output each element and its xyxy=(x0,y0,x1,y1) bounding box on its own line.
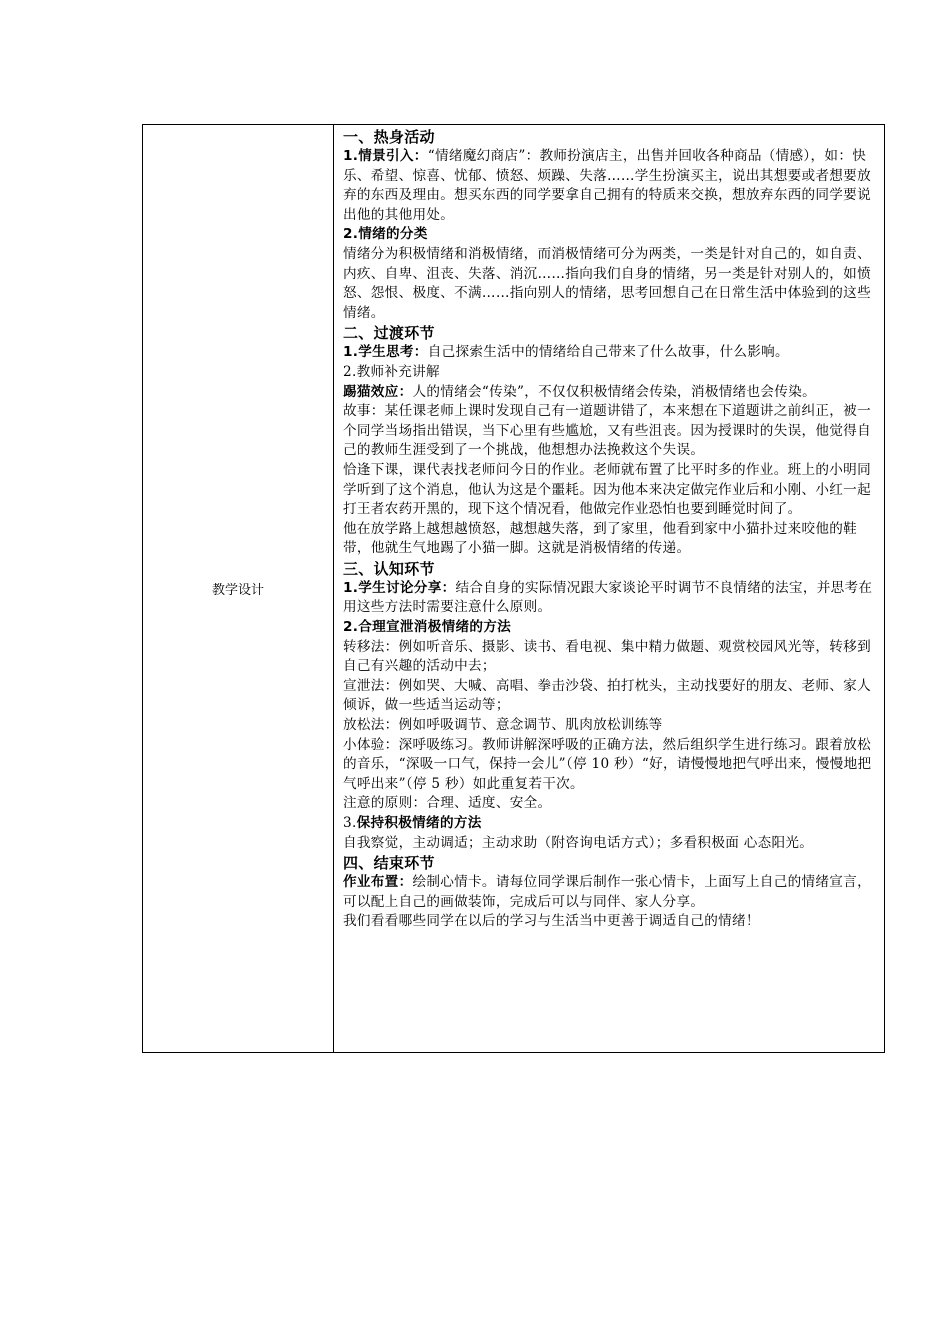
s3-p9: 自我察觉，主动调适；主动求助（附咨询电话方式）；多看积极面 心态阳光。 xyxy=(343,834,814,851)
s2-p2: 2.教师补充讲解 xyxy=(343,363,440,380)
s4-p2: 我们看看哪些同学在以后的学习与生活当中更善于调适自己的情绪！ xyxy=(343,913,760,930)
s1-p1-text: “情绪魔幻商店”：教师扮演店主，出售并回收各种商品（情感），如：快乐、希望、惊喜、忧郁、愤怒、烦躁、失落……学生扮演买主，说出其想要或者想要放弃的东西及理由。想买东西的同学要拿自己拥有的特质来交换，想放弃东西的同学要说出他的其他用处。 xyxy=(343,148,871,223)
s1-p2-label: 2.情绪的分类 xyxy=(343,226,428,243)
s4-p1-text: 绘制心情卡。请每位同学课后制作一张心情卡，上面写上自己的情绪宣言，可以配上自己的画做装饰，完成后可以与同伴、家人分享。 xyxy=(343,874,871,910)
s4-paragraph xyxy=(343,873,878,912)
row-label-cell xyxy=(143,125,334,1052)
s2-paragraph xyxy=(343,383,878,403)
s2-p1-text: 自己探索生活中的情绪给自己带来了什么故事，什么影响。 xyxy=(427,344,789,361)
s2-p5: 恰逢下课，课代表找老师问今日的作业。老师就布置了比平时多的作业。班上的小明同学听到了这个消息，他认为这是个噩耗。因为他本来决定做完作业后和小刚、小红一起打王者农药开黑的，现下这个情况看，他做完作业恐怕也要到睡觉时间了。 xyxy=(343,461,871,518)
s2-p1-label: 1.学生思考： xyxy=(343,344,428,361)
section-2-title: 二、过渡环节 xyxy=(343,324,435,343)
s3-p4: 宣泄法：例如哭、大喊、高唱、拳击沙袋、拍打枕头，主动找要好的朋友、老师、家人倾诉，做一些适当运动等； xyxy=(343,677,871,714)
section-1-title: 一、热身活动 xyxy=(343,128,435,146)
s3-paragraph xyxy=(343,579,878,618)
s3-p2-label: 2.合理宣泄消极情绪的方法 xyxy=(343,619,512,636)
s3-p8-num: 3. xyxy=(343,815,357,831)
s3-p8-label: 保持积极情绪的方法 xyxy=(356,815,482,831)
s2-paragraph xyxy=(343,343,878,363)
s3-p5: 放松法：例如呼吸调节、意念调节、肌肉放松训练等 xyxy=(343,717,663,734)
s3-p1-text: 结合自身的实际情况跟大家谈论平时调节不良情绪的法宝，并思考在用这些方法时需要注意什么原则。 xyxy=(343,579,873,616)
content-cell xyxy=(334,125,884,1052)
s4-p1-label: 作业布置： xyxy=(343,874,413,891)
s2-p6: 他在放学路上越想越愤怒，越想越失落，到了家里，他看到家中小猫扑过来咬他的鞋带，他就生气地踢了小猫一脚。这就是消极情绪的传递。 xyxy=(343,520,858,557)
s2-p3-label: 踢猫效应： xyxy=(343,383,413,400)
s1-paragraph xyxy=(343,147,878,225)
s3-p3: 转移法：例如听音乐、摄影、读书、看电视、集中精力做题、观赏校园风光等，转移到自己有兴趣的活动中去； xyxy=(343,638,871,675)
s3-p1-label: 1.学生讨论分享： xyxy=(343,579,456,596)
s3-p7: 注意的原则：合理、适度、安全。 xyxy=(343,795,552,812)
section-4-title: 四、结束环节 xyxy=(343,854,435,873)
row-label: 教学设计 xyxy=(211,583,264,598)
section-3-title: 三、认知环节 xyxy=(343,559,435,578)
s3-p6: 小体验：深呼吸练习。教师讲解深呼吸的正确方法，然后组织学生进行练习。跟着放松的音乐，“深吸一口气，保持一会儿”（停 10 秒）“好，请慢慢地把气呼出来，慢慢地把气呼出来”（停 5 秒）如此重复若干次。 xyxy=(343,736,872,792)
s1-p2-text: 情绪分为积极情绪和消极情绪，而消极情绪可分为两类，一类是针对自己的，如自责、内疚、自卑、沮丧、失落、消沉……指向我们自身的情绪，另一类是针对别人的，如愤怒、怨恨、极度、不满……指向别人的情绪，思考回想自己在日常生活中体验到的这些情绪。 xyxy=(343,245,871,321)
lesson-table xyxy=(142,124,885,1053)
s3-paragraph xyxy=(343,814,878,834)
s2-p4: 故事：某任课老师上课时发现自己有一道题讲错了，本来想在下道题讲之前纠正，被一个同学当场指出错误，当下心里有些尴尬，又有些沮丧。因为授课时的失误，他觉得自己的教师生涯受到了一个挑战，他想想办法挽救这个失误。 xyxy=(343,403,871,459)
s1-p1-label: 1.情景引入： xyxy=(343,148,428,164)
s2-p3-text: 人的情绪会“传染”，不仅仅积极情绪会传染，消极情绪也会传染。 xyxy=(412,383,816,400)
